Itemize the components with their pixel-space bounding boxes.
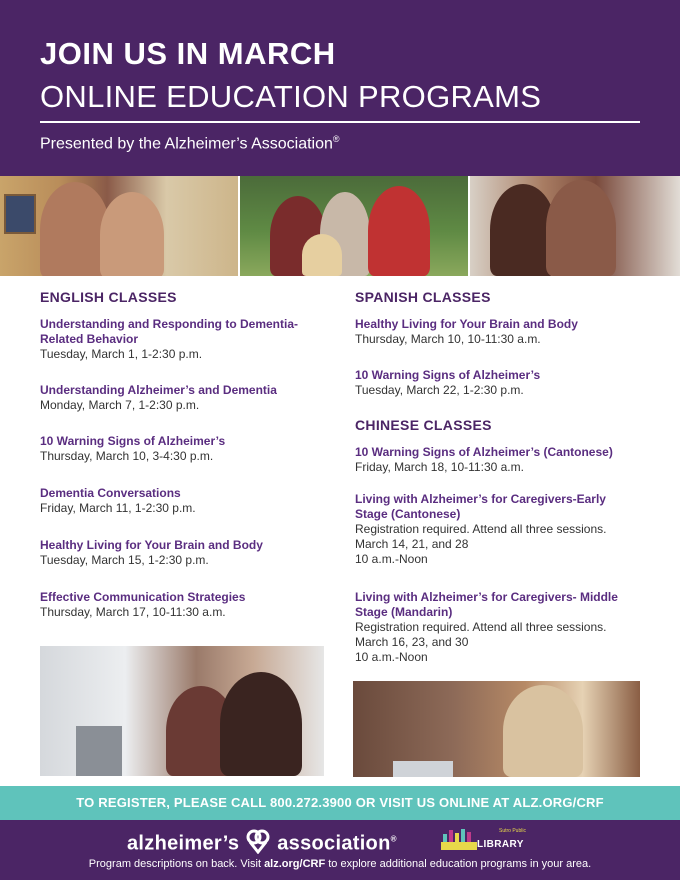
photo-women-at-laptop xyxy=(40,646,324,776)
presented-by xyxy=(40,134,340,153)
class-registration-note: Registration required. Attend all three sessions. xyxy=(355,620,607,634)
logo-word-left: alzheimer’s xyxy=(127,832,240,855)
logo-word-right: association xyxy=(277,832,391,855)
class-title: 10 Warning Signs of Alzheimer’s xyxy=(355,368,541,382)
presented-by-text: Presented by the Alzheimer’s Association xyxy=(40,135,333,153)
english-class-item xyxy=(40,317,330,362)
footer-link[interactable]: alz.org/CRF xyxy=(264,858,326,870)
english-class-item xyxy=(40,538,330,568)
class-title: Living with Alzheimer’s for Caregivers-Early Stage (Cantonese) xyxy=(355,492,606,521)
alzheimers-association-logo xyxy=(127,828,397,860)
english-classes-section xyxy=(40,289,330,305)
class-date: Tuesday, March 1, 1-2:30 p.m. xyxy=(40,347,203,361)
photo-two-women xyxy=(470,176,680,276)
class-title: Understanding and Responding to Dementia-Related Behavior xyxy=(40,317,299,346)
register-text: TO REGISTER, PLEASE CALL 800.272.3900 OR VISIT US ONLINE AT ALZ.ORG/CRF xyxy=(76,795,604,810)
english-classes-heading: ENGLISH CLASSES xyxy=(40,289,177,305)
class-title: Dementia Conversations xyxy=(40,486,181,500)
photo-couple-hugging xyxy=(0,176,238,276)
purple-ribbon-icon xyxy=(245,828,271,860)
class-title: Living with Alzheimer’s for Caregivers- Middle Stage (Mandarin) xyxy=(355,590,618,619)
register-band xyxy=(0,786,680,820)
spanish-classes-heading: SPANISH CLASSES xyxy=(355,289,491,305)
photo-woman-on-phone xyxy=(353,681,640,777)
library-name: LIBRARY xyxy=(477,839,524,850)
english-class-item xyxy=(40,434,330,464)
class-date: Tuesday, March 22, 1-2:30 p.m. xyxy=(355,383,524,397)
footer-note-after: to explore additional education programs in your area. xyxy=(325,858,592,870)
footer xyxy=(0,820,680,880)
photo-family-with-dog xyxy=(240,176,468,276)
class-title: Healthy Living for Your Brain and Body xyxy=(40,538,263,552)
spanish-class-item xyxy=(355,368,645,398)
class-registration-note: Registration required. Attend all three sessions. xyxy=(355,522,607,536)
class-date: Monday, March 7, 1-2:30 p.m. xyxy=(40,398,200,412)
class-title: 10 Warning Signs of Alzheimer’s xyxy=(40,434,226,448)
page-subtitle: ONLINE EDUCATION PROGRAMS xyxy=(40,79,542,114)
page-title: JOIN US IN MARCH xyxy=(40,36,336,71)
logo-registered-mark: ® xyxy=(390,834,397,844)
chinese-class-item xyxy=(355,445,645,475)
header-banner xyxy=(0,0,680,176)
footer-note xyxy=(0,858,680,870)
class-title: Understanding Alzheimer’s and Dementia xyxy=(40,383,277,397)
registered-mark: ® xyxy=(332,134,340,144)
chinese-class-item xyxy=(355,492,640,567)
class-title: Effective Communication Strategies xyxy=(40,590,246,604)
chinese-class-item xyxy=(355,590,640,665)
class-date: Tuesday, March 15, 1-2:30 p.m. xyxy=(40,553,209,567)
spanish-class-item xyxy=(355,317,645,347)
class-dates: March 14, 21, and 28 xyxy=(355,537,469,551)
english-class-item xyxy=(40,590,330,620)
library-logo xyxy=(441,828,541,852)
class-date: Friday, March 11, 1-2:30 p.m. xyxy=(40,501,196,515)
class-time: 10 a.m.-Noon xyxy=(355,552,428,566)
header-divider xyxy=(40,121,640,123)
class-date: Friday, March 18, 10-11:30 a.m. xyxy=(355,460,524,474)
english-class-item xyxy=(40,486,330,516)
class-date: Thursday, March 17, 10-11:30 a.m. xyxy=(40,605,226,619)
class-title: Healthy Living for Your Brain and Body xyxy=(355,317,578,331)
english-class-item xyxy=(40,383,330,413)
class-date: Thursday, March 10, 3-4:30 p.m. xyxy=(40,449,214,463)
class-time: 10 a.m.-Noon xyxy=(355,650,428,664)
class-date: Thursday, March 10, 10-11:30 a.m. xyxy=(355,332,541,346)
chinese-classes-heading: CHINESE CLASSES xyxy=(355,417,492,433)
spanish-classes-section xyxy=(355,289,645,305)
class-title: 10 Warning Signs of Alzheimer’s (Cantonese) xyxy=(355,445,613,459)
footer-note-before: Program descriptions on back. Visit xyxy=(88,858,265,870)
chinese-classes-section xyxy=(355,417,645,433)
library-small-text: Sutro Public xyxy=(499,828,526,834)
class-dates: March 16, 23, and 30 xyxy=(355,635,469,649)
